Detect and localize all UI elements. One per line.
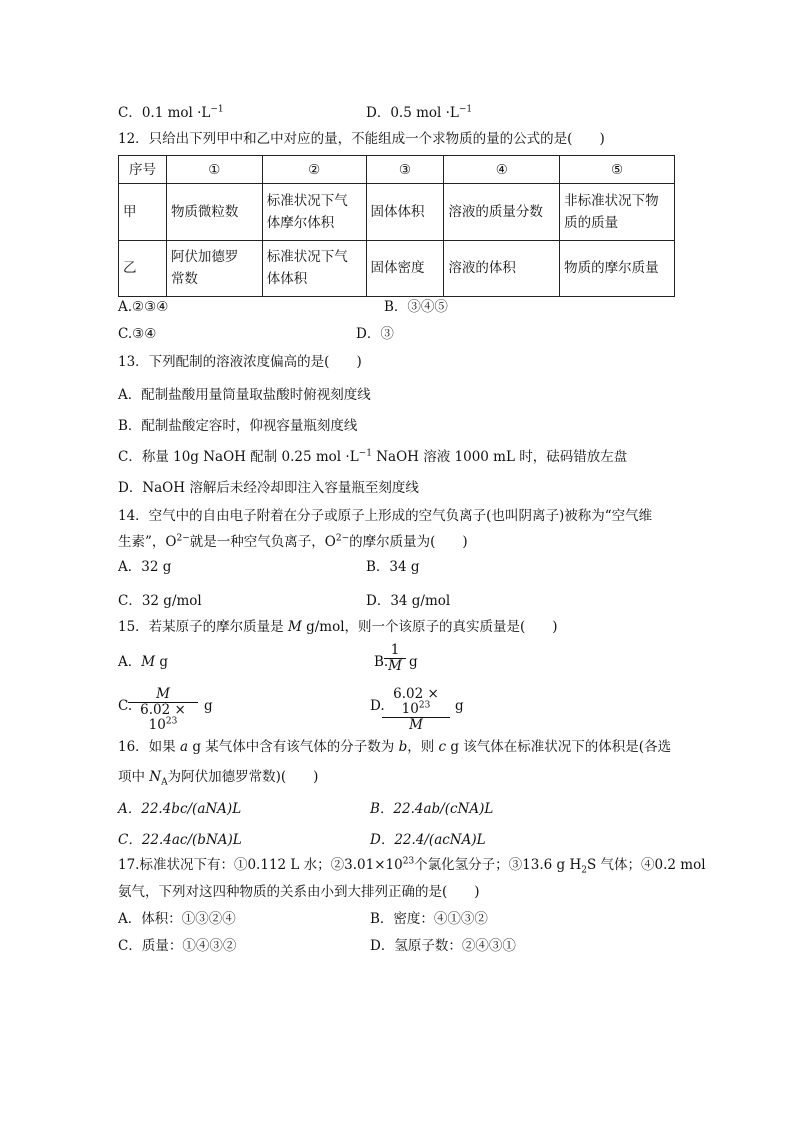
- fraction-denominator: M: [388, 658, 402, 674]
- q17-option-b: B．密度：④①③②: [370, 911, 488, 927]
- fraction-denominator: M: [409, 717, 423, 733]
- q17-stem-text: 17.标准状况下有：①0.112 L 水；②3.01×10: [118, 857, 403, 873]
- q14-ion-sup: 2−: [176, 533, 190, 544]
- q12-cell-text: 阿伏加德罗: [170, 249, 239, 266]
- q12-cell: [560, 240, 675, 296]
- q14-stem-text: 就是一种空气负离子，O: [189, 534, 336, 550]
- q16-stem-text: 16．如果: [118, 739, 180, 755]
- q11-option-c-sup: −1: [210, 104, 224, 115]
- q14-stem-line-2: [118, 533, 468, 551]
- q14-stem-text: 的摩尔质量为( ): [349, 534, 468, 550]
- q12-cell: [366, 184, 444, 240]
- q12-cell: [166, 240, 262, 296]
- q12-cell-text: 非标准状况下物: [564, 192, 659, 209]
- q15-option-d-fraction: [382, 687, 450, 733]
- q15-option-c-fraction: [128, 687, 198, 733]
- q12-cell-text: 物质微粒数: [170, 203, 239, 220]
- q16-option-c: C．22.4ac/(bNA)L: [118, 832, 242, 848]
- q11-option-c: [118, 104, 224, 122]
- q14-option-d: D．34 g/mol: [366, 593, 451, 609]
- q12-cell: [444, 184, 560, 240]
- q12-header-cell: ②: [262, 156, 366, 184]
- q12-cell: [444, 240, 560, 296]
- q14-option-c: C．32 g/mol: [118, 593, 202, 609]
- q12-cell-text: 体体积: [266, 271, 308, 288]
- q11-option-d-sup: −1: [458, 104, 473, 115]
- q15-option-b-unit: g: [409, 654, 418, 670]
- q15-option-c-label: C.: [118, 698, 133, 714]
- q15-stem-var: M: [287, 619, 302, 635]
- q12-header-cell: ⑤: [560, 156, 675, 184]
- q12-cell-text: 溶液的体积: [448, 260, 516, 277]
- q17-stem-text: S 气体；④0.2 mol: [586, 857, 706, 873]
- q12-row-yi: [119, 240, 675, 296]
- fraction-numerator: M: [128, 687, 198, 703]
- q15-option-d-unit: g: [455, 698, 464, 714]
- q16-option-b: B．22.4ab/(cNA)L: [370, 801, 494, 817]
- q15-stem-text: g/mol，则一个该原子的真实质量是( ): [301, 619, 558, 635]
- q15-option-a: [118, 653, 168, 671]
- q15-option-d-label: D.: [370, 698, 385, 714]
- q16-option-d: D．22.4/(acNA)L: [370, 832, 486, 848]
- q13-option-c-text: NaOH 溶液 1000 mL 时，砝码错放左盘: [371, 449, 628, 465]
- q15-option-b-label: B.: [374, 654, 389, 670]
- q15-option-b-fraction: [384, 643, 406, 674]
- q12-cell: [262, 184, 366, 240]
- fraction-numerator-sup: 23: [418, 700, 431, 711]
- q15-stem-text: 15．若某原子的摩尔质量是: [118, 619, 288, 635]
- q14-option-a: A．32 g: [118, 559, 172, 575]
- q16-stem-text: 为阿伏加德罗常数)( ): [167, 769, 319, 785]
- q11-option-d: [366, 104, 472, 122]
- q12-cell: [366, 240, 444, 296]
- q16-stem-var: c: [438, 739, 447, 755]
- q16-stem-text: g 该气体在标准状况下的体积是(各选: [446, 739, 672, 755]
- q17-option-a: A．体积：①③②④: [118, 911, 236, 927]
- q15-option-c-unit: g: [204, 698, 213, 714]
- q13-option-b: B．配制盐酸定容时，仰视容量瓶刻度线: [118, 418, 358, 434]
- q12-stem: 12．只给出下列甲中和乙中对应的量，不能组成一个求物质的量的公式的是( ): [118, 131, 605, 147]
- q14-stem-text: 生素”，O: [118, 534, 177, 550]
- fraction-numerator-text: 6.02 × 10: [393, 686, 439, 717]
- q12-cell: [166, 184, 262, 240]
- q16-stem-var: a: [179, 739, 189, 755]
- fraction-numerator: 1: [384, 643, 406, 659]
- q13-option-c-text: C．称量 10g NaOH 配制 0.25 mol ·L: [118, 449, 359, 465]
- q16-stem-var: N: [149, 769, 162, 785]
- q12-row-jia: [119, 184, 675, 240]
- q11-option-c-text: C．0.1 mol ·L: [118, 105, 211, 121]
- q13-option-d: D．NaOH 溶解后未经冷却即注入容量瓶至刻度线: [118, 480, 419, 496]
- q17-stem-line-2: 氨气，下列对这四种物质的关系由小到大排列正确的是( ): [118, 884, 480, 900]
- q12-cell-text: 体摩尔体积: [266, 214, 335, 231]
- q12-row-label: 甲: [119, 184, 167, 240]
- q11-option-d-text: D．0.5 mol ·L: [366, 105, 459, 121]
- q12-header-cell: ④: [444, 156, 560, 184]
- q16-option-a: A．22.4bc/(aNA)L: [118, 801, 242, 817]
- q16-stem-line-1: [118, 738, 671, 756]
- q16-stem-sub: A: [161, 777, 168, 788]
- q12-cell-text: 固体体积: [370, 203, 425, 220]
- fraction-denominator-sup: 23: [165, 716, 178, 727]
- q12-header-cell: ①: [166, 156, 262, 184]
- q12-cell-text: 物质的摩尔质量: [564, 260, 659, 277]
- q16-stem-text: 项中: [118, 769, 150, 785]
- q12-row-label: 乙: [119, 240, 167, 296]
- q13-option-c-sup: −1: [358, 448, 372, 459]
- fraction-numerator: [382, 687, 450, 718]
- q12-option-c: C.③④: [118, 326, 157, 342]
- q16-stem-line-2: [118, 768, 318, 786]
- q12-table: [118, 155, 675, 297]
- q17-stem-text: 个氯化氢分子；③13.6 g H: [414, 857, 582, 873]
- q16-stem-text: g 某气体中含有该气体的分子数为: [188, 739, 399, 755]
- q15-option-unit: g: [155, 654, 169, 670]
- q15-stem: [118, 618, 558, 636]
- q12-cell: [262, 240, 366, 296]
- q17-option-c: C．质量：①④③②: [118, 938, 237, 954]
- q12-cell-text: 质的质量: [564, 214, 619, 231]
- q12-cell: [560, 184, 675, 240]
- q12-option-b: B．③④⑤: [384, 299, 448, 315]
- q17-option-d: D．氢原子数：②④③①: [370, 938, 516, 954]
- q12-header-row: [119, 156, 675, 184]
- fraction-denominator-text: 6.02 × 10: [140, 702, 186, 733]
- q12-header-cell: ③: [366, 156, 444, 184]
- q13-stem: 13．下列配制的溶液浓度偏高的是( ): [118, 354, 362, 370]
- q16-stem-text: ，则: [407, 739, 439, 755]
- q13-option-a: A．配制盐酸用量筒量取盐酸时俯视刻度线: [118, 387, 371, 403]
- q12-cell-text: 标准状况下气: [266, 249, 348, 266]
- q17-stem-sup: 23: [402, 856, 415, 867]
- q12-cell-text: 固体密度: [370, 260, 425, 277]
- q12-header-cell: 序号: [119, 156, 167, 184]
- q12-cell-text: 溶液的质量分数: [448, 203, 543, 220]
- fraction-denominator: [128, 703, 198, 733]
- q12-cell-text: 标准状况下气: [266, 192, 348, 209]
- q12-option-a: A.②③④: [118, 299, 169, 315]
- q16-stem-var: b: [398, 739, 408, 755]
- q17-stem-sub: 2: [581, 865, 587, 876]
- q14-ion-sup: 2−: [335, 533, 350, 544]
- q14-stem-line-1: 14．空气中的自由电子附着在分子或原子上形成的空气负离子(也叫阴离子)被称为“空气维: [118, 508, 653, 524]
- q13-option-c: [118, 448, 627, 466]
- q15-option-var: M: [141, 654, 156, 670]
- q12-cell-text: 常数: [170, 271, 198, 288]
- q15-option-label: A．: [118, 654, 142, 670]
- q17-stem-line-1: [118, 856, 706, 874]
- q12-option-d: D．③: [356, 326, 394, 342]
- q14-option-b: B．34 g: [366, 559, 420, 575]
